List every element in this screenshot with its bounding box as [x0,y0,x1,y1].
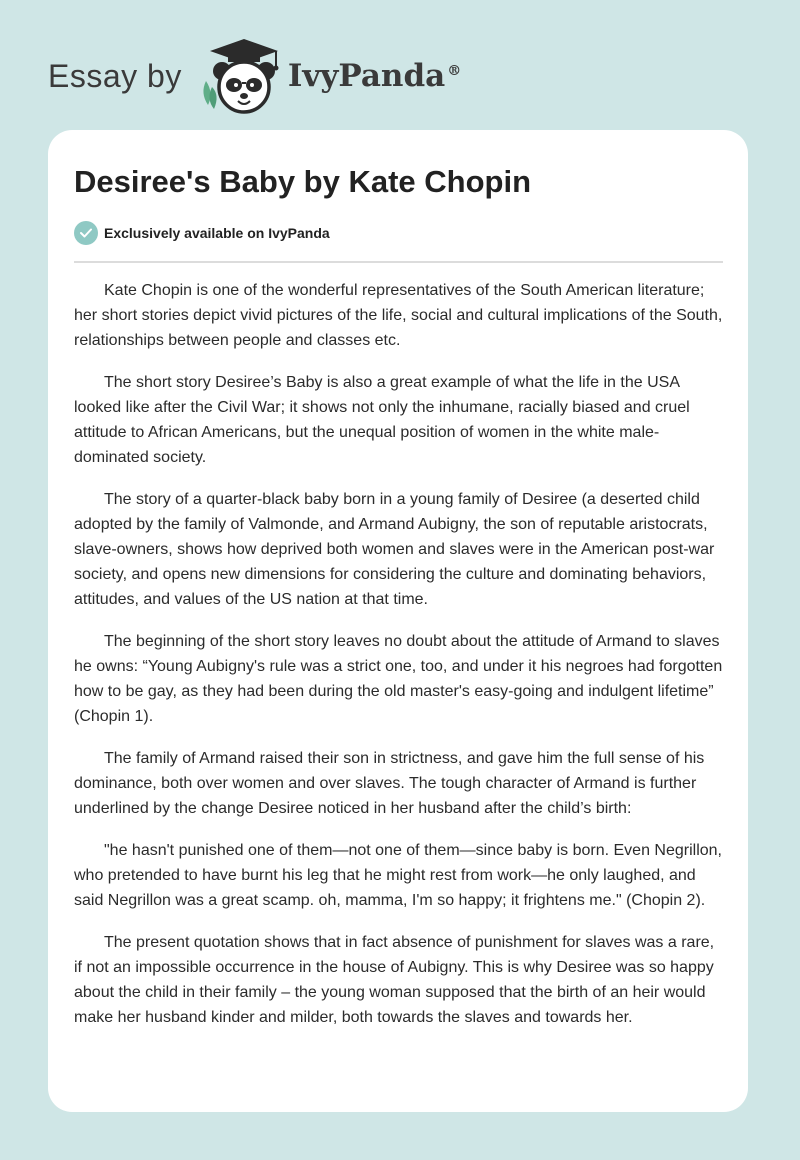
page-title: Desiree's Baby by Kate Chopin [74,164,532,199]
paragraph: The family of Armand raised their son in strictness, and gave him the full sense of his dominance, both over women and over slaves. The tough character of Armand is further underlined by the change Desiree noticed in her husband after the child’s birth: [74,750,705,817]
paragraph: The story of a quarter-black baby born in a young family of Desiree (a deserted child adopted by the family of Valmonde, and Armand Aubigny, the son of reputable aristocrats, slave-owners, shows how deprived both women and slaves were in the American post-war society, and opens new dimensions for considering the culture and dominating behaviors, attitudes, and values of the US nation at that time. [74,491,715,608]
exclusive-badge-label: Exclusively available on IvyPanda [104,225,330,241]
paragraph: The beginning of the short story leaves no doubt about the attitude of Armand to slaves he owns: “Young Aubigny's rule was a strict one, too, and under it his negroes had forgotten how to be gay, as they had been during the old master's easy-going and indulgent lifetime” (Chopin 1). [74,633,723,725]
essay-card [48,130,748,1112]
paragraph: The short story Desiree’s Baby is also a great example of what the life in the USA looked like after the Civil War; it shows not only the inhumane, racially biased and cruel attitude to African Americans, but the unequal position of women in the white male-dominated society. [74,374,690,466]
brand-name: IvyPanda ® [287,58,462,94]
divider [74,261,723,263]
brand-header [48,36,461,116]
quote-paragraph: "he hasn't punished one of them—not one of them—since baby is born. Even Negrillon, who pretended to have burnt his leg that he might rest from work—he only laughed, and said Negrillon was a great scamp. oh, mamma, I'm so happy; it frightens me." (Chopin 2). [74,842,722,909]
paragraph: Kate Chopin is one of the wonderful representatives of the South American literature; her short stories depict vivid pictures of the life, social and cultural implications of the South, relationships between people and classes etc. [74,282,723,349]
paragraph: The present quotation shows that in fact absence of punishment for slaves was a rare, if not an impossible occurrence in the house of Aubigny. This is why Desiree was so happy about the child in their family – the young woman supposed that the birth of an heir would make her husband kinder and milder, both towards the slaves and towards her. [74,934,715,1026]
brand-prefix: Essay by [48,57,182,94]
check-circle-icon [74,221,98,245]
exclusive-badge [74,221,330,245]
panda-graduate-icon [198,37,282,115]
registered-mark: ® [447,62,462,79]
essay-body [74,278,725,1047]
